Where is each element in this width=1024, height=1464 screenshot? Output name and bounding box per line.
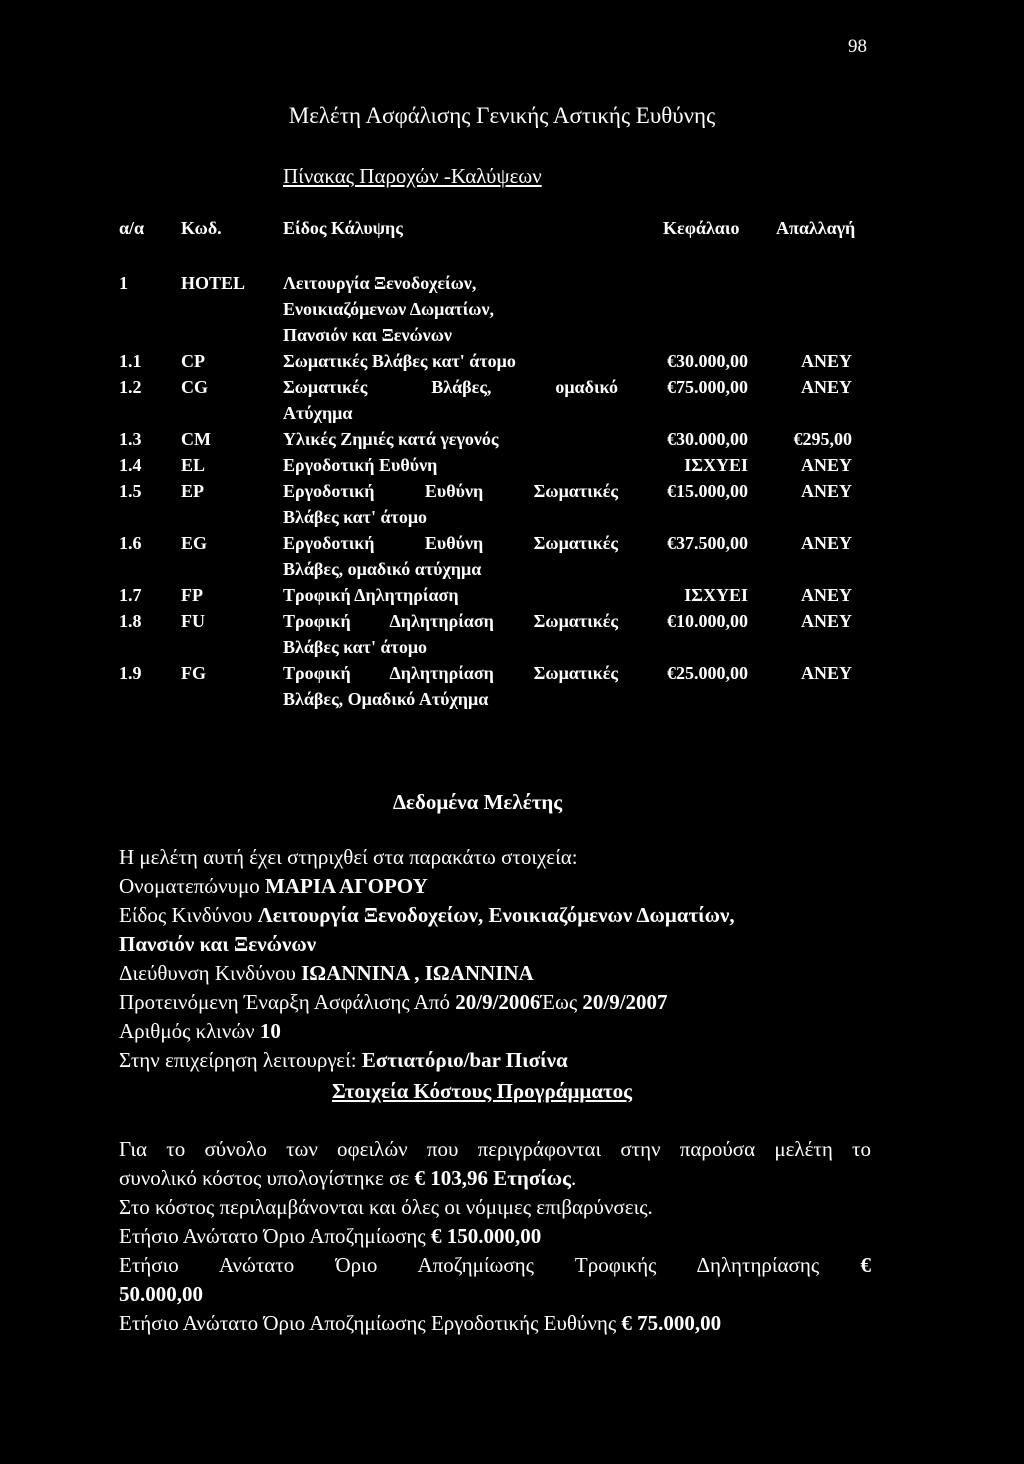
table-row: [0, 660, 1024, 712]
beds-label: Αριθμός κλινών: [119, 1019, 255, 1043]
cost-section: [119, 1079, 871, 1338]
period-line: [119, 988, 871, 1017]
row-code: HOTEL: [181, 273, 246, 293]
operating-label: Στην επιχείρηση λειτουργεί:: [119, 1048, 357, 1072]
row-number: 1.3: [119, 429, 142, 449]
header-num: α/α: [119, 218, 145, 238]
header-code: Κωδ.: [181, 218, 222, 238]
row-capital: €10.000,00: [667, 611, 748, 631]
row-code: EP: [181, 481, 205, 501]
limit-3-label: Ετήσιο Ανώτατο Όριο Αποζημίωσης Εργοδοτικής Ευθύνης: [119, 1311, 617, 1335]
limit-1-line: [119, 1222, 871, 1251]
row-description-line: Τροφική Δηλητηρίαση: [283, 585, 459, 605]
row-deductible: ΑΝΕΥ: [800, 455, 852, 475]
beds-line: [119, 1017, 871, 1046]
row-description-line: Εργοδοτική Ευθύνη: [283, 455, 438, 475]
study-data-title: Δεδομένα Μελέτης: [392, 790, 563, 814]
table-row: [0, 452, 1024, 478]
row-description: [283, 530, 618, 582]
row-code: FP: [181, 585, 203, 605]
row-capital: €30.000,00: [667, 351, 748, 371]
row-number: 1.6: [119, 533, 142, 553]
limit-2-label: Ετήσιο Ανώτατο Όριο Αποζημίωσης Τροφικής Δηλητηρίασης: [119, 1253, 820, 1277]
row-description: [283, 426, 618, 452]
address-line: [119, 959, 871, 988]
row-description-line: Ατύχημα: [283, 403, 353, 423]
row-description-line: Υλικές Ζημιές κατά γεγονός: [283, 429, 499, 449]
row-capital: ΙΣΧΥΕΙ: [684, 455, 748, 475]
row-description-line: Βλάβες κατ' άτομο: [283, 637, 428, 657]
table-row: [0, 530, 1024, 582]
row-description-line: Λειτουργία Ξενοδοχείων,: [283, 273, 477, 293]
limit-2-currency: €: [860, 1253, 871, 1277]
row-deductible: €295,00: [793, 429, 852, 449]
table-row: [0, 582, 1024, 608]
annual-cost-value: € 103,96 Ετησίως: [414, 1166, 572, 1190]
row-deductible: ΑΝΕΥ: [800, 663, 852, 683]
row-description-line: Εργοδοτική Ευθύνη Σωματικές: [283, 533, 618, 553]
name-value: ΜΑΡΙΑ ΑΓΟΡΟΥ: [265, 874, 428, 898]
beds-value: 10: [259, 1019, 281, 1043]
limit-3-line: [119, 1309, 871, 1338]
row-code: CM: [181, 429, 211, 449]
table-row: [0, 270, 1024, 348]
cost-title: Στοιχεία Κόστους Προγράμματος: [331, 1079, 633, 1103]
table-row: [0, 478, 1024, 530]
row-capital: €15.000,00: [667, 481, 748, 501]
name-label: Ονοματεπώνυμο: [119, 874, 260, 898]
row-number: 1.2: [119, 377, 142, 397]
limit-1-label: Ετήσιο Ανώτατο Όριο Αποζημίωσης: [119, 1224, 426, 1248]
row-description-line: Σωματικές Βλάβες κατ' άτομο: [283, 351, 516, 371]
row-number: 1.1: [119, 351, 142, 371]
start-label: Προτεινόμενη Έναρξη Ασφάλισης Από: [119, 990, 450, 1014]
operating-line: [119, 1046, 871, 1075]
row-capital: €30.000,00: [667, 429, 748, 449]
cost-line-3: Στο κόστος περιλαμβάνονται και όλες οι νόμιμες επιβαρύνσεις.: [119, 1195, 653, 1219]
risk-type-line-2: [119, 930, 871, 959]
header-capital: Κεφάλαιο: [663, 218, 740, 238]
row-description-line: Τροφική Δηλητηρίαση Σωματικές: [283, 611, 618, 631]
row-description: [283, 348, 618, 374]
start-value: 20/9/2006: [455, 990, 541, 1014]
limit-1-value: € 150.000,00: [430, 1224, 542, 1248]
row-description-line: Βλάβες, Ομαδικό Ατύχημα: [283, 689, 489, 709]
row-code: EL: [181, 455, 206, 475]
header-type: Είδος Κάλυψης: [283, 218, 403, 238]
row-deductible: ΑΝΕΥ: [800, 351, 852, 371]
row-code: FG: [181, 663, 206, 683]
risk-type-label: Είδος Κινδύνου: [119, 903, 253, 927]
row-capital: €37.500,00: [667, 533, 748, 553]
operating-value: Εστιατόριο/bar Πισίνα: [361, 1048, 568, 1072]
row-description-line: Τροφική Δηλητηρίαση Σωματικές: [283, 663, 618, 683]
name-line: [119, 872, 871, 901]
page-number: 98: [848, 36, 867, 57]
row-description-line: Βλάβες κατ' άτομο: [283, 507, 428, 527]
limit-2-value: 50.000,00: [119, 1282, 203, 1306]
row-code: EG: [181, 533, 208, 553]
row-deductible: ΑΝΕΥ: [800, 377, 852, 397]
row-deductible: ΑΝΕΥ: [800, 481, 852, 501]
table-title: Πίνακας Παροχών -Καλύψεων: [283, 164, 542, 188]
address-label: Διεύθυνση Κινδύνου: [119, 961, 296, 985]
row-capital: €25.000,00: [667, 663, 748, 683]
row-number: 1.5: [119, 481, 142, 501]
cost-line-1: Για το σύνολο των οφειλών που περιγράφονται στην παρούσα μελέτη το: [119, 1137, 871, 1161]
address-value: ΙΩΑΝΝΙΝΑ , ΙΩΑΝΝΙΝΑ: [301, 961, 534, 985]
risk-type-line: [119, 901, 871, 930]
row-deductible: ΑΝΕΥ: [800, 611, 852, 631]
row-number: 1.7: [119, 585, 142, 605]
row-number: 1.9: [119, 663, 142, 683]
table-row: [0, 374, 1024, 426]
cost-line-2: συνολικό κόστος υπολογίστηκε σε € 103,96 Ετησίως.: [119, 1166, 577, 1190]
row-deductible: ΑΝΕΥ: [800, 533, 852, 553]
limit-3-value: € 75.000,00: [621, 1311, 722, 1335]
table-header: [0, 218, 1024, 244]
row-description: [283, 478, 618, 530]
row-capital: €75.000,00: [667, 377, 748, 397]
row-description: [283, 270, 618, 348]
row-number: 1: [119, 273, 128, 293]
row-description-line: Εργοδοτική Ευθύνη Σωματικές: [283, 481, 618, 501]
row-description: [283, 374, 618, 426]
row-description: [283, 452, 618, 478]
row-number: 1.4: [119, 455, 142, 475]
limit-2-value-line: [119, 1280, 871, 1309]
cost-line-2-text: συνολικό κόστος υπολογίστηκε σε: [119, 1166, 410, 1190]
document-title: [0, 103, 1024, 129]
row-description-line: Βλάβες, ομαδικό ατύχημα: [283, 559, 482, 579]
row-description-line: Ενοικιαζόμενων Δωματίων,: [283, 299, 494, 319]
row-deductible: ΑΝΕΥ: [800, 585, 852, 605]
row-description-line: Πανσιόν και Ξενώνων: [283, 325, 452, 345]
table-row: [0, 426, 1024, 452]
risk-type-value-2: Πανσιόν και Ξενώνων: [119, 932, 317, 956]
row-description: [283, 660, 618, 712]
coverage-table-body: [0, 270, 1024, 712]
document-title-text: Μελέτη Ασφάλισης Γενικής Αστικής Ευθύνης: [288, 103, 716, 128]
table-row: [0, 608, 1024, 660]
study-data-section: [119, 790, 871, 1075]
end-label: Έως: [540, 990, 578, 1014]
header-deductible: Απαλλαγή: [776, 218, 856, 238]
row-description: [283, 608, 618, 660]
limit-2-line: [119, 1251, 871, 1280]
row-number: 1.8: [119, 611, 142, 631]
end-value: 20/9/2007: [582, 990, 668, 1014]
row-description-line: Σωματικές Βλάβες, ομαδικό: [283, 377, 618, 397]
row-code: CP: [181, 351, 205, 371]
risk-type-value: Λειτουργία Ξενοδοχείων, Ενοικιαζόμενων Δωματίων,: [257, 903, 735, 927]
row-capital: ΙΣΧΥΕΙ: [684, 585, 748, 605]
row-code: CG: [181, 377, 208, 397]
row-description: [283, 582, 618, 608]
table-row: [0, 348, 1024, 374]
row-code: FU: [181, 611, 205, 631]
study-intro: Η μελέτη αυτή έχει στηριχθεί στα παρακάτω στοιχεία:: [119, 845, 578, 869]
